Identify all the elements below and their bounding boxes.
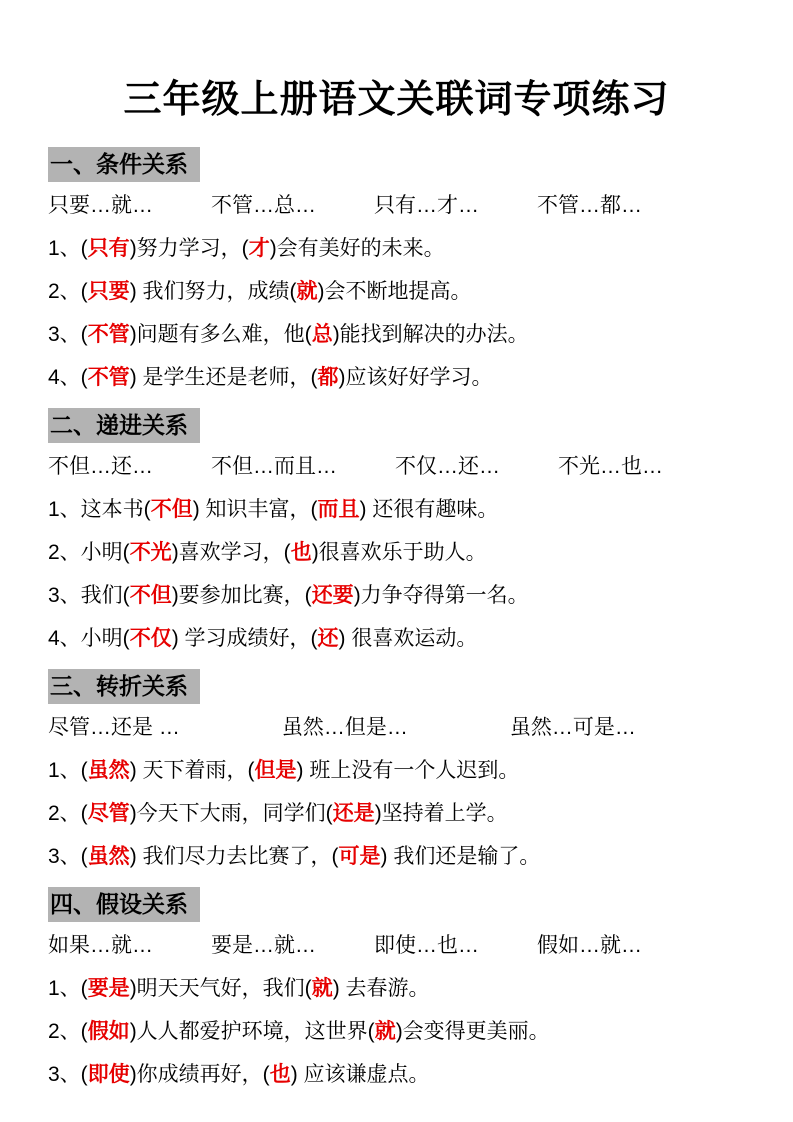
sentence-text: )要参加比赛，( (171, 584, 312, 607)
answer-word: 不光 (129, 541, 172, 564)
exercise-item (48, 792, 757, 835)
answer-word: 可是 (338, 845, 381, 868)
exercise-item (48, 835, 757, 878)
connective-patterns (48, 707, 757, 749)
answer-word: 不但 (129, 584, 172, 607)
answer-word: 不管 (87, 366, 130, 389)
sentence-text: )喜欢学习，( (171, 541, 291, 564)
answer-word: 只要 (87, 280, 130, 303)
sentence-text: 1、( (48, 759, 88, 782)
pattern: 不管…总… (211, 194, 316, 217)
sentence-text: )会变得更美丽。 (395, 1020, 550, 1043)
page-title: 三年级上册语文关联词专项练习 (123, 79, 670, 121)
sentence-text: 3、( (48, 845, 88, 868)
answer-word: 总 (311, 323, 333, 346)
sentence-text: 2、小明( (48, 541, 130, 564)
sentence-text: 2、( (48, 280, 88, 303)
sentence-text: )你成绩再好，( (129, 1063, 270, 1086)
section-heading (48, 887, 757, 922)
answer-word: 只有 (87, 237, 130, 260)
answer-word: 也 (290, 541, 312, 564)
sentence-text: )应该好好学习。 (338, 366, 493, 389)
answer-word: 即使 (87, 1063, 130, 1086)
answer-word: 还是 (332, 802, 375, 825)
pattern: 不管…都… (537, 194, 642, 217)
section-heading (48, 147, 757, 182)
sentence-text: 1、这本书( (48, 498, 151, 521)
answer-word: 但是 (254, 759, 297, 782)
sections (48, 147, 757, 1096)
pattern: 即使…也… (374, 934, 479, 957)
section-heading-text: 一、条件关系 (48, 147, 200, 182)
answer-word: 才 (248, 237, 270, 260)
pattern: 虽然…但是… (281, 716, 408, 739)
sentence-text: ) 应该谦虚点。 (290, 1063, 430, 1086)
exercise-item (48, 1053, 757, 1096)
pattern: 虽然…可是… (509, 716, 636, 739)
answer-word: 而且 (317, 498, 360, 521)
answer-word: 都 (317, 366, 339, 389)
section-heading (48, 408, 757, 443)
sentence-text: 1、( (48, 977, 88, 1000)
pattern: 只有…才… (374, 194, 479, 217)
section-heading (48, 669, 757, 704)
section-2 (48, 408, 757, 660)
answer-word: 就 (296, 280, 318, 303)
pattern: 不但…而且… (211, 455, 337, 478)
answer-word: 不管 (87, 323, 130, 346)
answer-word: 要是 (87, 977, 130, 1000)
section-4 (48, 887, 757, 1096)
section-heading-text: 三、转折关系 (48, 669, 200, 704)
connective-patterns (48, 185, 757, 227)
sentence-text: 2、( (48, 802, 88, 825)
sentence-text: ) 知识丰富，( (192, 498, 318, 521)
answer-word: 虽然 (87, 845, 130, 868)
answer-word: 还要 (311, 584, 354, 607)
sentence-text: 3、( (48, 323, 88, 346)
sentence-text: )能找到解决的办法。 (332, 323, 529, 346)
pattern: 要是…就… (211, 934, 316, 957)
pattern: 如果…就… (48, 934, 153, 957)
sentence-text: 2、( (48, 1020, 88, 1043)
sentence-text: )会有美好的未来。 (269, 237, 445, 260)
worksheet-content (48, 147, 757, 1096)
exercise-item (48, 617, 757, 660)
pattern: 不光…也… (558, 455, 663, 478)
sentence-text: ) 天下着雨，( (129, 759, 255, 782)
sentence-text: )明天天气好，我们( (129, 977, 312, 1000)
pattern: 不仅…还… (395, 455, 500, 478)
answer-word: 尽管 (87, 802, 130, 825)
sentence-text: 3、( (48, 1063, 88, 1086)
section-heading-text: 四、假设关系 (48, 887, 200, 922)
section-1 (48, 147, 757, 399)
answer-word: 就 (311, 977, 333, 1000)
answer-word: 不仅 (129, 627, 172, 650)
sentence-text: 4、( (48, 366, 88, 389)
sentence-text: 1、( (48, 237, 88, 260)
sentence-text: )努力学习，( (129, 237, 249, 260)
sentence-text: ) 学习成绩好，( (171, 627, 318, 650)
pattern: 不但…还… (48, 455, 153, 478)
sentence-text: )很喜欢乐于助人。 (311, 541, 487, 564)
exercise-item (48, 488, 757, 531)
sentence-text: ) 还很有趣味。 (359, 498, 499, 521)
answer-word: 假如 (87, 1020, 130, 1043)
pattern: 假如…就… (537, 934, 642, 957)
sentence-text: )今天下大雨，同学们( (129, 802, 333, 825)
sentence-text: ) 我们尽力去比赛了，( (129, 845, 339, 868)
exercise-item (48, 270, 757, 313)
sentence-text: )会不断地提高。 (317, 280, 472, 303)
exercise-item (48, 227, 757, 270)
sentence-text: 4、小明( (48, 627, 130, 650)
answer-word: 不但 (150, 498, 193, 521)
answer-word: 也 (269, 1063, 291, 1086)
exercise-item (48, 749, 757, 792)
sentence-text: ) 去春游。 (332, 977, 430, 1000)
answer-word: 还 (317, 627, 339, 650)
exercise-item (48, 531, 757, 574)
exercise-item (48, 967, 757, 1010)
sentence-text: )力争夺得第一名。 (353, 584, 529, 607)
sentence-text: )坚持着上学。 (374, 802, 508, 825)
answer-word: 就 (374, 1020, 396, 1043)
connective-patterns (48, 925, 757, 967)
sentence-text: ) 很喜欢运动。 (338, 627, 478, 650)
section-3 (48, 669, 757, 878)
section-heading-text: 二、递进关系 (48, 408, 200, 443)
sentence-text: ) 是学生还是老师，( (129, 366, 318, 389)
sentence-text: )人人都爱护环境，这世界( (129, 1020, 375, 1043)
connective-patterns (48, 446, 757, 488)
sentence-text: ) 我们还是输了。 (380, 845, 541, 868)
exercise-item (48, 356, 757, 399)
sentence-text: ) 我们努力，成绩( (129, 280, 297, 303)
answer-word: 虽然 (87, 759, 130, 782)
exercise-item (48, 1010, 757, 1053)
sentence-text: 3、我们( (48, 584, 130, 607)
sentence-text: )问题有多么难，他( (129, 323, 312, 346)
pattern: 只要…就… (48, 194, 153, 217)
exercise-item (48, 313, 757, 356)
exercise-item (48, 574, 757, 617)
pattern: 尽管…还是 … (48, 716, 180, 739)
sentence-text: ) 班上没有一个人迟到。 (296, 759, 520, 782)
